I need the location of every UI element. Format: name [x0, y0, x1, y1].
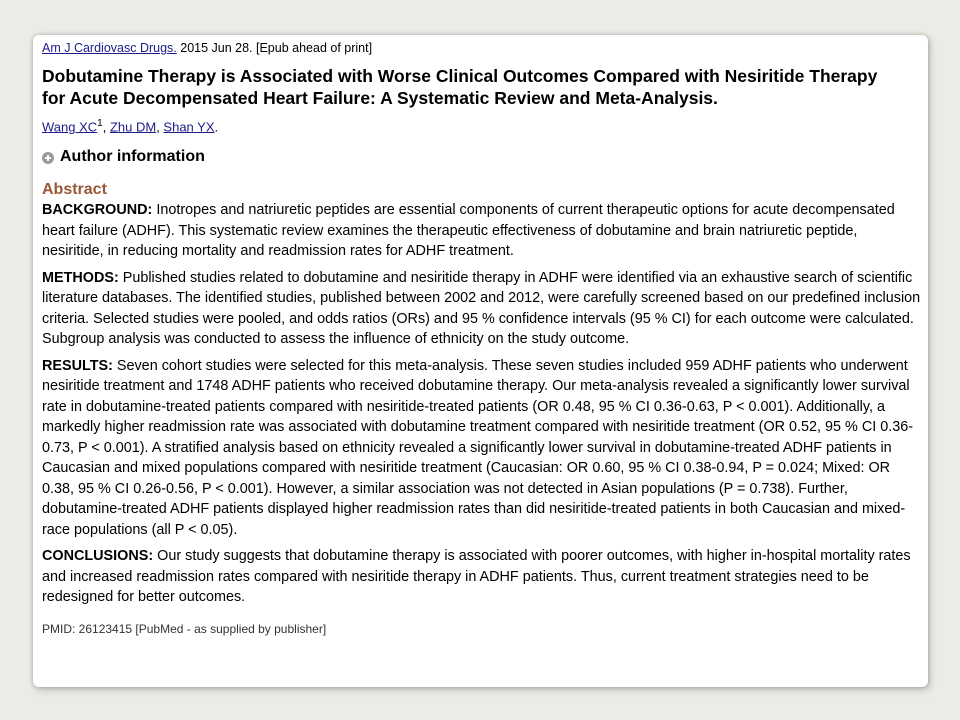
author-separator: , [102, 119, 110, 135]
author-link[interactable]: Wang XC [42, 119, 98, 135]
author-separator: . [214, 119, 219, 135]
author-information-label: Author information [60, 148, 205, 166]
author-link[interactable]: Shan YX [163, 119, 215, 135]
section-text: Published studies related to dobutamine and nesiritide therapy in ADHF were identified via an exhaustive search of scientific literature databases. The identified studies, published between 2002 and 2012, were carefully screened based on our predefined inclusion criteria. Selected studies were pooled, and odds ratios (ORs) and 95 % confidence intervals (95 % CI) for each outcome were calculated. Subgroup analysis was conducted to assess the influence of ethnicity on the study outcome. [42, 269, 921, 348]
author-list [42, 116, 922, 135]
journal-link[interactable]: Am J Cardiovasc Drugs. [42, 41, 177, 55]
abstract-section-conclusions [42, 546, 922, 608]
section-text: Seven cohort studies were selected for this meta-analysis. These seven studies included 959 ADHF patients who underwent nesiritide treatment and 1748 ADHF patients who received dobutamine therapy. Our meta-analysis revealed a significantly lower survival rate in dobutamine-treated patients compared with nesiritide-treated patients (OR 0.48, 95 % CI 0.36-0.63, P < 0.001). Additionally, a markedly higher readmission rate was associated with dobutamine treatment compared with nesiritide treatment (OR 0.52, 95 % CI 0.36-0.73, P < 0.001). A stratified analysis based on ethnicity revealed a significantly lower survival in dobutamine-treated ADHF patients in Caucasian and mixed populations compared with nesiritide treatment (Caucasian: OR 0.60, 95 % CI 0.38-0.94, P = 0.024; Mixed: OR 0.38, 95 % CI 0.26-0.56, P < 0.001). However, a similar association was not detected in Asian populations (P = 0.738). Further, dobutamine-treated ADHF patients displayed higher readmission rates than did nesiritide-treated patients in both Caucasian and mixed-race populations (all P < 0.05). [42, 357, 914, 538]
citation-details: 2015 Jun 28. [Epub ahead of print] [176, 41, 373, 55]
abstract-section-background [42, 200, 922, 262]
author-separator: , [156, 119, 164, 135]
citation-line [42, 40, 922, 56]
article-title: Dobutamine Therapy is Associated with Worse Clinical Outcomes Compared with Nesiritide Therapy for Acute Decompensated Heart Failure: A Systematic Review and Meta-Analysis. [42, 66, 878, 108]
pmid-line: PMID: 26123415 [PubMed - as supplied by publisher] [42, 621, 327, 636]
section-label: RESULTS: [42, 357, 113, 374]
section-text: Inotropes and natriuretic peptides are essential components of current therapeutic options for acute decompensated heart failure (ADHF). This systematic review examines the therapeutic effectiveness of dobutamine and brain natriuretic peptide, nesiritide, in reducing mortality and readmission rates for ADHF treatment. [42, 202, 895, 260]
section-label: METHODS: [42, 269, 119, 286]
section-label: CONCLUSIONS: [42, 548, 154, 565]
abstract-body [42, 200, 922, 608]
author-link[interactable]: Zhu DM [109, 119, 157, 135]
abstract-section-results [42, 356, 922, 541]
section-text: Our study suggests that dobutamine therapy is associated with poorer outcomes, with higher in-hospital mortality rates and increased readmission rates compared with nesiritide therapy in ADHF patients. Thus, current treatment strategies need to be redesigned for better outcomes. [42, 548, 911, 606]
expand-plus-icon[interactable] [42, 152, 54, 164]
section-label: BACKGROUND: [42, 202, 153, 219]
article-record [42, 40, 922, 636]
abstract-section-methods [42, 268, 922, 350]
author-information-toggle[interactable] [42, 147, 922, 167]
author-affiliation-marker: 1 [97, 118, 103, 129]
abstract-heading: Abstract [42, 181, 107, 199]
